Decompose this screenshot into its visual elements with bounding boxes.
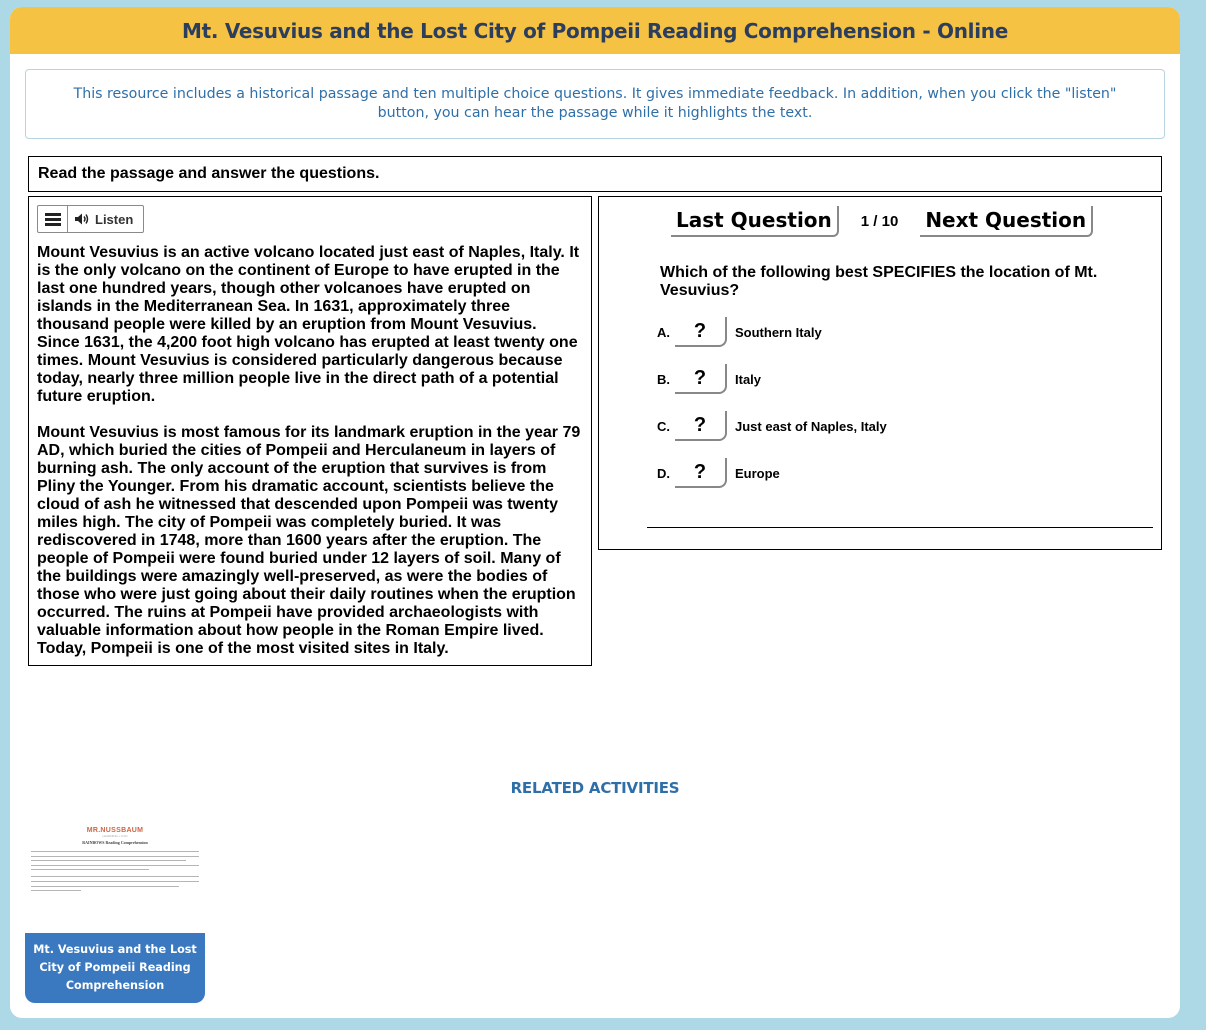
activity-thumbnail[interactable]: [25, 823, 205, 933]
page-header: [10, 7, 1180, 54]
option-letter: C.: [657, 418, 670, 434]
next-question-button[interactable]: Next Question: [920, 206, 1093, 237]
page-card: [10, 7, 1180, 1018]
option-text: Just east of Naples, Italy: [735, 418, 887, 434]
answer-option-a: [657, 317, 822, 347]
option-letter: B.: [657, 371, 670, 387]
description-box: [25, 69, 1165, 139]
question-text: Which of the following best SPECIFIES the location of Mt. Vesuvius?: [660, 264, 1098, 299]
listen-label: Listen: [95, 211, 134, 227]
thumbnail-text-lines: [31, 851, 199, 891]
answer-button-b[interactable]: ?: [675, 364, 727, 394]
option-letter: A.: [657, 324, 670, 340]
passage-paragraph: Mount Vesuvius is an active volcano located just east of Naples, Italy. It is the only volcano on the continent of Europe to have erupted in the last one hundred years, though other volcanoes have erupted on islands in the Mediterranean Sea. In 1631, approximately three thousand people were killed by an eruption from Mount Vesuvius. Since 1631, the 4,200 foot high volcano has erupted at least twenty one times. Mount Vesuvius is considered particularly dangerous because today, nearly three million people live in the direct path of a potential future eruption.: [37, 244, 580, 405]
answer-option-b: [657, 364, 761, 394]
speaker-icon: [74, 212, 90, 226]
quiz-panel: [598, 196, 1162, 550]
description-text: This resource includes a historical passage and ten multiple choice questions. It gives immediate feedback. In addition, when you click the "listen" button, you can hear the passage while it highlights the text.: [73, 86, 1117, 121]
menu-icon[interactable]: [38, 206, 68, 232]
instructions-bar: [28, 156, 1162, 192]
instructions-text: Read the passage and answer the questions.: [38, 165, 380, 182]
question-counter: 1 / 10: [860, 213, 899, 230]
page-title: Mt. Vesuvius and the Lost City of Pompeii Reading Comprehension - Online: [182, 18, 1008, 43]
answer-option-c: [657, 411, 887, 441]
passage-panel: [28, 196, 592, 666]
answer-option-d: [657, 458, 780, 488]
thumbnail-logo-tagline: LEARNING + FUN: [102, 834, 128, 838]
thumbnail-title: RAINBOWS Reading Comprehension: [82, 840, 148, 845]
option-text: Europe: [735, 465, 780, 481]
last-question-button[interactable]: Last Question: [671, 206, 839, 237]
thumbnail-logo: MR.NUSSBAUM: [86, 827, 144, 834]
answer-button-c[interactable]: ?: [675, 411, 727, 441]
answer-button-a[interactable]: ?: [675, 317, 727, 347]
option-text: Italy: [735, 371, 762, 387]
passage-paragraph: Mount Vesuvius is most famous for its landmark eruption in the year 79 AD, which buried the cities of Pompeii and Herculaneum in layers of burning ash. The only account of the eruption that survives is from Pliny the Younger. From his dramatic account, scientists believe the cloud of ash he witnessed that descended upon Pompeii was twenty miles high. The city of Pompeii was completely buried. It was rediscovered in 1748, more than 1600 years after the eruption. The people of Pompeii were found buried under 12 layers of soil. Many of the buildings were amazingly well-preserved, as were the bodies of those who were just going about their daily routines when the eruption occurred. The ruins at Pompeii have provided archaeologists with valuable information about how people in the Roman Empire lived. Today, Pompeii is one of the most visited sites in Italy.: [37, 424, 581, 657]
divider: [647, 527, 1153, 528]
answer-button-d[interactable]: ?: [675, 458, 727, 488]
option-text: Southern Italy: [735, 324, 822, 340]
activity-card-label[interactable]: Mt. Vesuvius and the Lost City of Pompeii Reading Comprehension: [25, 933, 205, 1003]
question-navigation: [671, 206, 1093, 237]
listen-widget: [37, 205, 144, 233]
related-activities-title: RELATED ACTIVITIES: [510, 779, 680, 797]
related-activity-card[interactable]: [25, 823, 205, 1003]
passage-text: [37, 244, 583, 658]
option-letter: D.: [657, 465, 670, 481]
listen-button[interactable]: [68, 206, 143, 232]
